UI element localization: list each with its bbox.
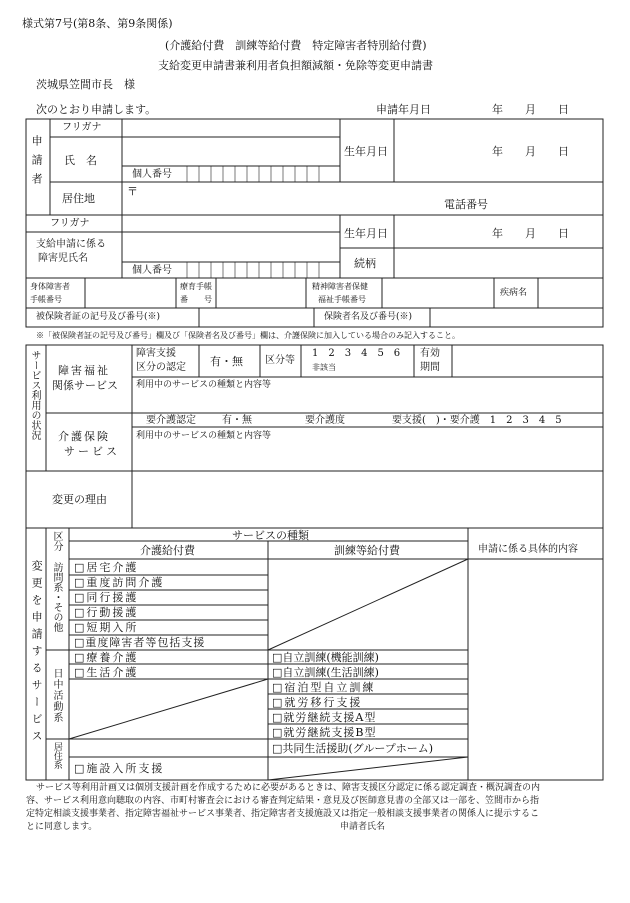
consent-text-line4: とに同意します。	[26, 822, 98, 832]
ryoiku-cert-label-1: 療育手帳	[180, 282, 212, 291]
postal-mark: 〒	[127, 185, 138, 198]
consent-text-line2: 容、サービス利用意向聴取の内容、市町村審査会における審査判定結果・意見及び医師意見書の全部又は一部を、笠間市から指	[26, 796, 540, 806]
care-umu-field[interactable]: 有・無	[222, 415, 252, 426]
welfare-service-label-2: 関係サービス	[52, 379, 118, 392]
signature-label: 申請者氏名	[340, 822, 386, 832]
service-checkbox-seikatsu[interactable]: □生活介護	[74, 666, 139, 679]
service-checkbox-shurou-ikou[interactable]: □就労移行支援	[272, 696, 363, 709]
service-checkbox-tanki[interactable]: □短期入所	[74, 621, 139, 634]
application-date-label: 申請年月日	[376, 103, 431, 116]
physical-cert-label-2: 手帳番号	[30, 295, 62, 304]
child-name-label-2: 障害児氏名	[38, 253, 88, 264]
service-checkbox-shisetsu-nyusho[interactable]: □施設入所支援	[74, 762, 165, 775]
kaigo-in-use-label: 利用中のサービスの種類と内容等	[136, 431, 272, 441]
kubun-header: 区分	[51, 531, 62, 551]
insured-cert-label: 被保険者証の記号及び番号(※)	[36, 312, 161, 322]
mental-cert-label-1: 精神障害者保健	[312, 282, 368, 291]
service-checkbox-jiritsu-seikatsu[interactable]: □自立訓練(生活訓練)	[272, 666, 379, 679]
service-checkbox-shurou-b[interactable]: □就労継続支援B型	[272, 726, 377, 739]
kunren-kyufu-header: 訓練等給付費	[334, 544, 400, 557]
service-checkbox-shurou-a[interactable]: □就労継続支援A型	[272, 711, 377, 724]
child-birth-label: 生年月日	[344, 227, 388, 240]
service-checkbox-ryouyou[interactable]: □療養介護	[74, 651, 139, 664]
service-checkbox-shukuhaku[interactable]: □宿泊型自立訓練	[272, 681, 376, 694]
addressee: 茨城県笠間市長 様	[36, 78, 135, 91]
child-relation-label: 続柄	[354, 257, 376, 270]
service-checkbox-houkatsu[interactable]: □重度障害者等包括支援	[74, 636, 206, 649]
applicant-name-label: 氏 名	[64, 154, 97, 167]
kaigo-service-label-2: サービス	[64, 445, 120, 458]
service-checkbox-kyotaku[interactable]: □居宅介護	[74, 561, 139, 574]
kubun-cert-label-1: 障害支援	[136, 348, 176, 359]
kaigo-kyufu-header: 介護給付費	[140, 544, 195, 557]
care-grades-field[interactable]: 要支援( )・要介護 1 2 3 4 5	[392, 415, 562, 426]
insurer-label: 保険者名及び番号(※)	[324, 312, 413, 322]
service-checkbox-doukou[interactable]: □同行援護	[74, 591, 139, 604]
physical-cert-label-1: 身体障害者	[30, 282, 70, 291]
intro-text: 次のとおり申請します。	[36, 103, 157, 116]
care-level-label: 要介護度	[305, 415, 345, 426]
kubun-grades-field[interactable]: 1 2 3 4 5 6	[312, 348, 401, 359]
phone-label: 電話番号	[444, 198, 488, 211]
applicant-birth-field[interactable]: 年 月 日	[492, 145, 569, 158]
applicant-furigana-label: フリガナ	[62, 122, 102, 133]
kubun-umu-field[interactable]: 有・無	[210, 355, 243, 368]
services-section-label: 変更を申請するサービス	[30, 560, 44, 747]
service-checkbox-juudo-houmon[interactable]: □重度訪問介護	[74, 576, 165, 589]
service-checkbox-koudou[interactable]: □行動援護	[74, 606, 139, 619]
service-checkbox-group-home[interactable]: □共同生活援助(グループホーム)	[272, 742, 434, 755]
disease-label: 疾病名	[500, 288, 528, 298]
higaito-option[interactable]: 非該当	[312, 363, 336, 372]
child-name-label-1: 支給申請に係る	[36, 239, 106, 250]
category-nicchu: 日中活動系	[51, 668, 62, 723]
applicant-birth-label: 生年月日	[344, 145, 388, 158]
application-date-field[interactable]: 年 月 日	[492, 103, 569, 116]
form-title-line2: 支給変更申請書兼利用者負担額減額・免除等変更申請書	[158, 59, 433, 72]
category-kyoju: 居住系	[51, 742, 62, 769]
applicant-address-label: 居住地	[62, 192, 95, 205]
consent-text-line1: サービス等利用計画又は個別支援計画を作成するために必要があるときは、障害支援区分認定に係る認定調査・概況調査の内	[36, 783, 541, 793]
valid-period-label-1: 有効	[420, 348, 440, 359]
service-checkbox-jiritsu-kinou[interactable]: □自立訓練(機能訓練)	[272, 651, 379, 664]
valid-period-label-2: 期間	[420, 362, 440, 373]
kubun-cert-label-2: 区分の認定	[136, 362, 186, 373]
detail-header: 申請に係る具体的内容	[478, 544, 578, 555]
consent-text-line3: 定特定相談支援事業者、指定障害福祉サービス事業者、指定障害者支援施設又は指定一般相談支援事業者の関係人に提示するこ	[26, 809, 540, 819]
care-cert-label: 要介護認定	[146, 415, 196, 426]
kubun-tou-label: 区分等	[265, 355, 295, 366]
child-birth-field[interactable]: 年 月 日	[492, 227, 569, 240]
applicant-section-label: 申請者	[30, 135, 44, 192]
ryoiku-cert-label-2: 番 号	[180, 295, 212, 304]
kaigo-service-label-1: 介護保険	[58, 430, 110, 443]
applicant-mynumber-label: 個人番号	[132, 169, 172, 180]
service-types-header: サービスの種類	[232, 529, 309, 542]
child-mynumber-label: 個人番号	[132, 265, 172, 276]
insurance-note: ※「被保険者証の記号及び番号」欄及び「保険者名及び番号」欄は、介護保険に加入している場合のみ記入すること。	[36, 331, 460, 340]
welfare-service-label-1: 障害福祉	[58, 364, 110, 377]
child-furigana-label: フリガナ	[50, 218, 90, 229]
form-title-line1: (介護給付費 訓練等給付費 特定障害者特別給付費)	[165, 39, 427, 52]
mental-cert-label-2: 福祉手帳番号	[318, 295, 366, 304]
form-number: 様式第7号(第8条、第9条関係)	[22, 17, 173, 30]
category-houmon: 訪問系・その他	[51, 562, 62, 632]
welfare-in-use-label: 利用中のサービスの種類と内容等	[136, 380, 272, 390]
usage-section-label: サービス利用の状況	[29, 350, 40, 440]
reason-label: 変更の理由	[52, 493, 107, 506]
